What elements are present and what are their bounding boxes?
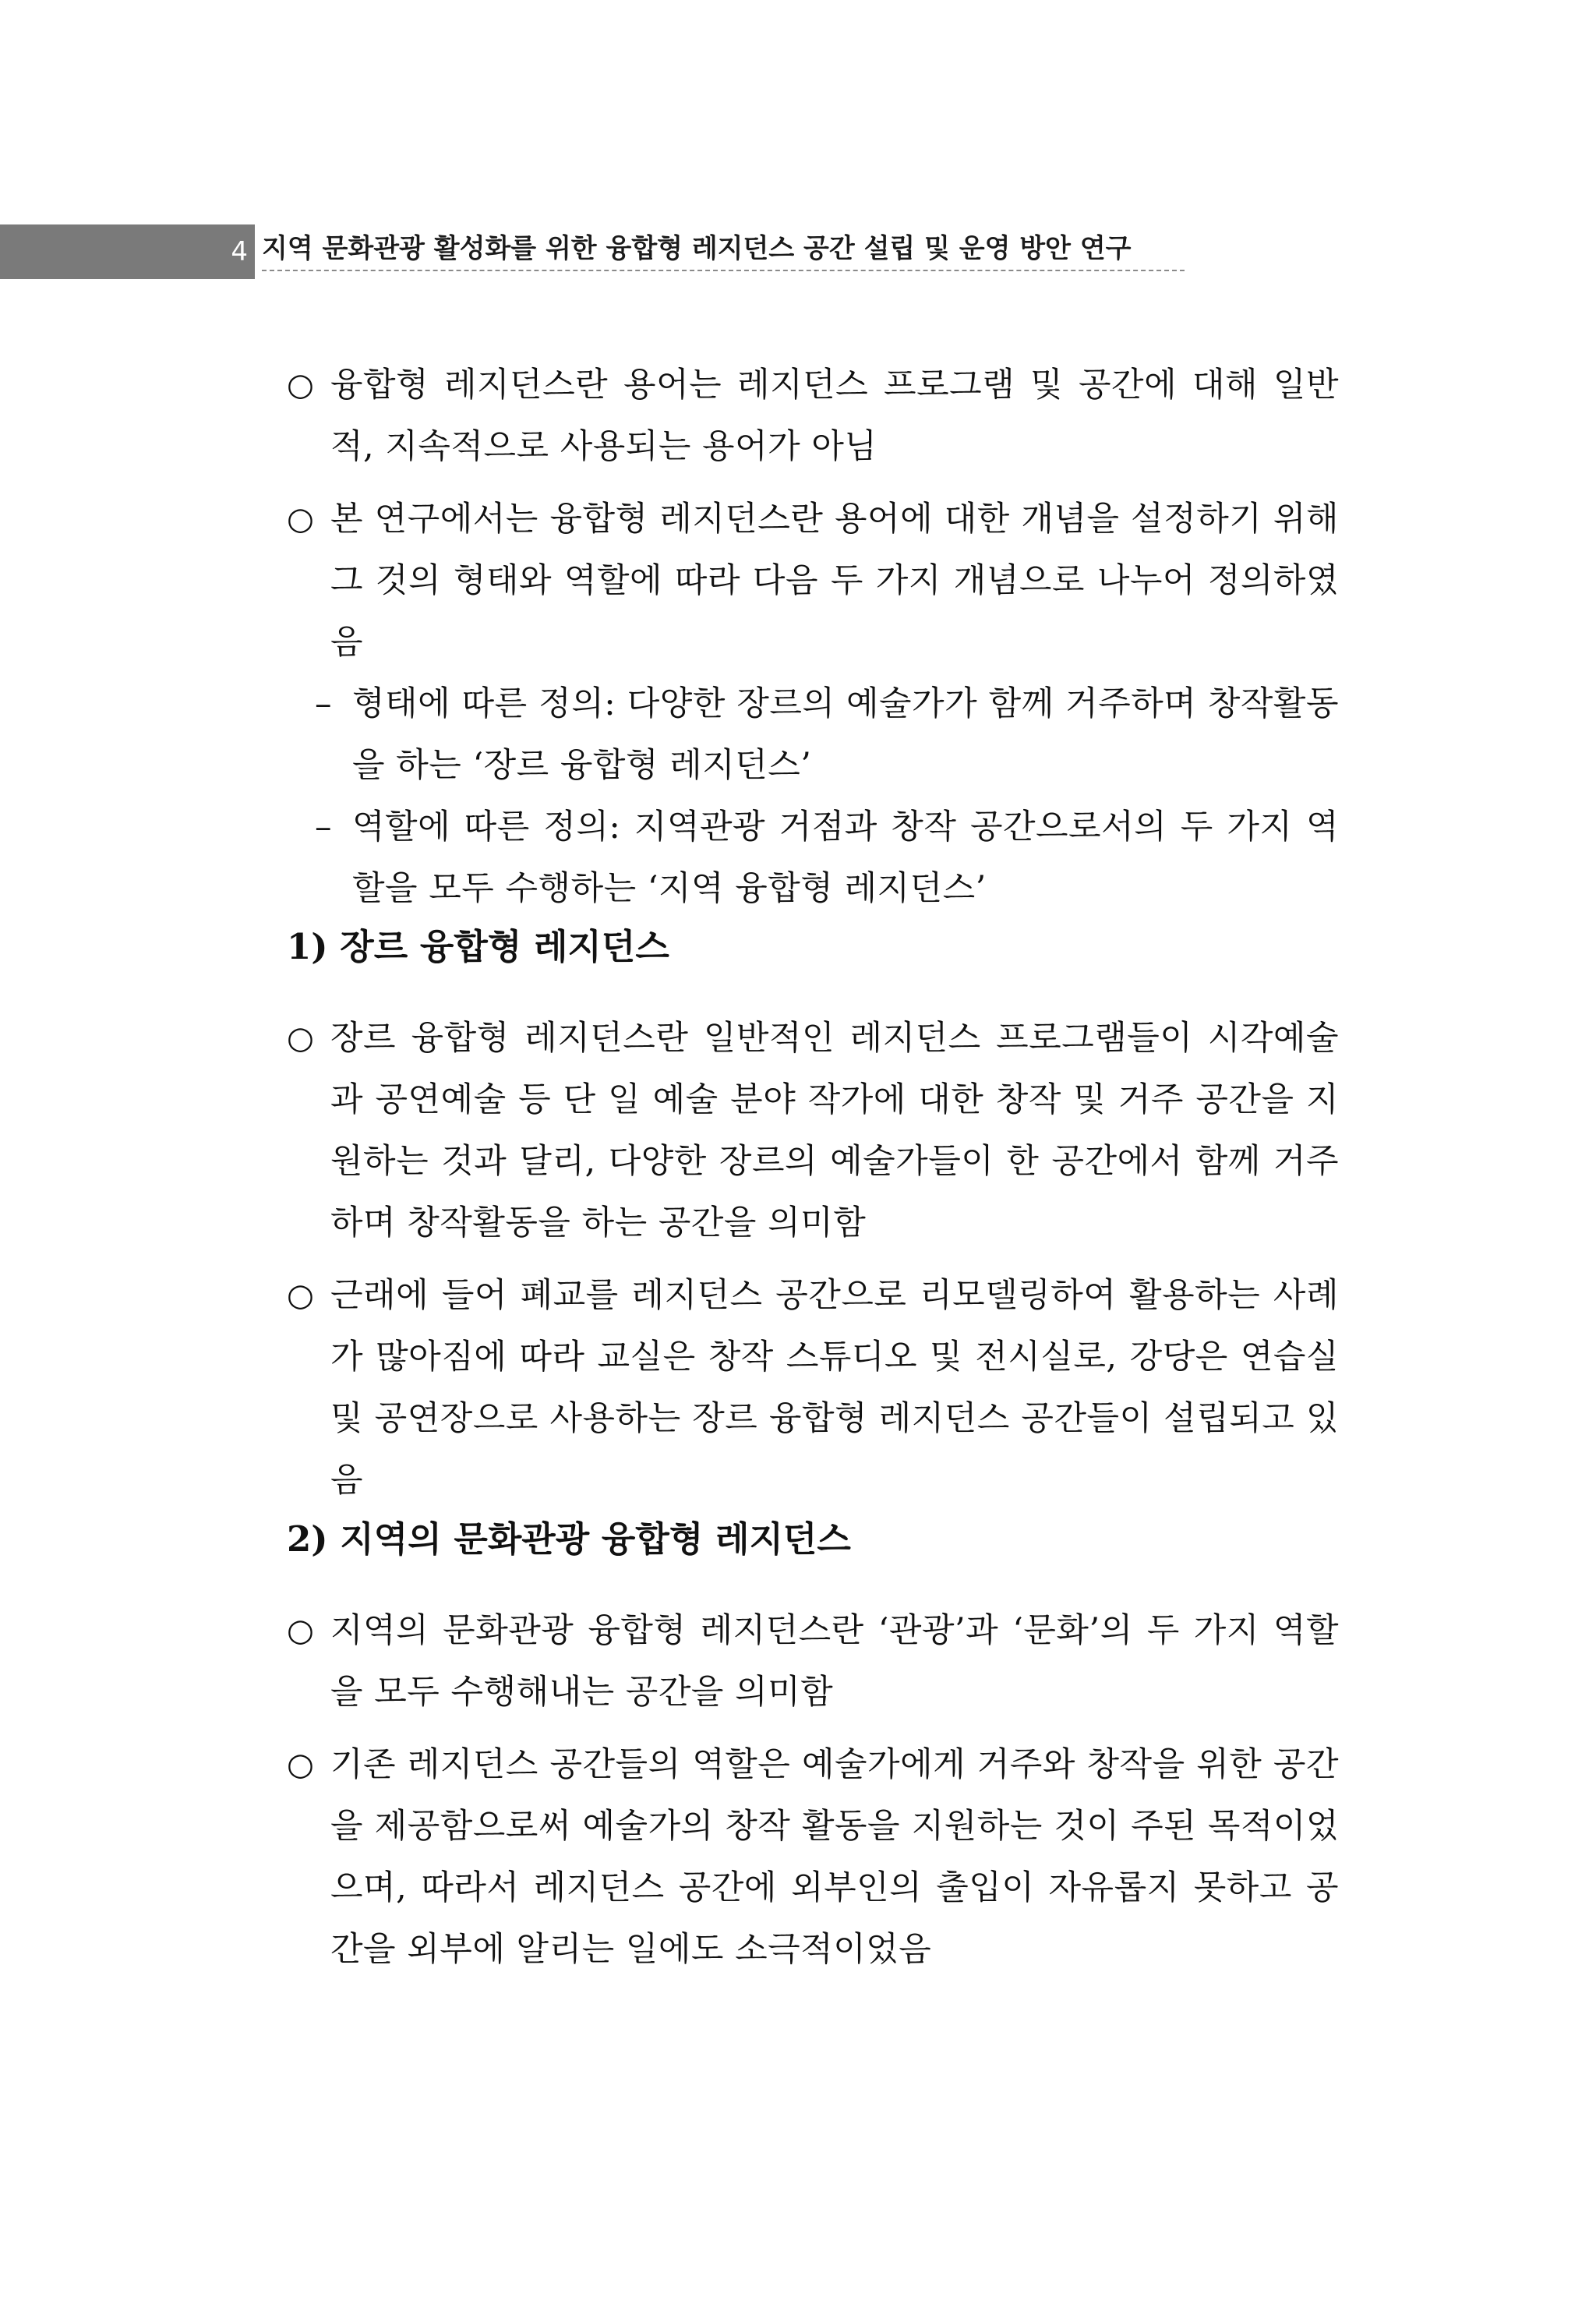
paragraph-text: 융합형 레지던스란 용어는 레지던스 프로그램 및 공간에 대해 일반적, 지속적으로 사용되는 용어가 아님 (330, 366, 1339, 466)
header-divider (262, 270, 1185, 271)
intro-bullet-2 (287, 489, 1339, 673)
circle-bullet-icon: ○ (287, 1613, 315, 1649)
running-title: 지역 문화관광 활성화를 위한 융합형 레지던스 공간 설립 및 운영 방안 연구 (262, 233, 1132, 264)
paragraph-text: 본 연구에서는 융합형 레지던스란 용어에 대한 개념을 설정하기 위해 그 것의 형태와 역할에 따라 다음 두 가지 개념으로 나누어 정의하였음 (330, 500, 1339, 662)
intro-bullet-1 (287, 355, 1339, 478)
paragraph-text: 역할에 따른 정의: 지역관광 거점과 창작 공간으로서의 두 가지 역할을 모두 수행하는 ‘지역 융합형 레지던스’ (352, 808, 1339, 908)
circle-bullet-icon: ○ (287, 1747, 315, 1783)
circle-bullet-icon: ○ (287, 367, 315, 403)
section-heading-2: 2) 지역의 문화관광 융합형 레지던스 (287, 1518, 851, 1560)
paragraph-text: 기존 레지던스 공간들의 역할은 예술가에게 거주와 창작을 위한 공간을 제공함으로써 예술가의 창작 활동을 지원하는 것이 주된 목적이었으며, 따라서 레지던스 공간에 외부인의 출입이 자유롭지 못하고 공간을 외부에 알리는 일에도 소극적이었음 (330, 1745, 1339, 1969)
paragraph-text: 근래에 들어 폐교를 레지던스 공간으로 리모델링하여 활용하는 사례가 많아짐에 따라 교실은 창작 스튜디오 및 전시실로, 강당은 연습실 및 공연장으로 사용하는 장르 융합형 레지던스 공간들이 설립되고 있음 (330, 1276, 1339, 1500)
section-heading-1: 1) 장르 융합형 레지던스 (287, 926, 669, 967)
section-2-bullet-2 (287, 1734, 1339, 1981)
section-2-body (0, 1600, 1596, 1981)
circle-bullet-icon: ○ (287, 1020, 315, 1056)
dash-bullet-icon: – (315, 808, 332, 846)
section-1-bullet-1 (287, 1008, 1339, 1254)
paragraph-text: 형태에 따른 정의: 다양한 장르의 예술가가 함께 거주하며 창작활동을 하는 ‘장르 융합형 레지던스’ (352, 684, 1339, 785)
dash-bullet-icon: – (315, 684, 332, 723)
circle-bullet-icon: ○ (287, 501, 315, 537)
circle-bullet-icon: ○ (287, 1278, 315, 1313)
intro-dash-2 (315, 797, 1339, 920)
page-number: 4 (231, 236, 248, 267)
intro-dash-1 (315, 673, 1339, 797)
section-1-bullet-2 (287, 1265, 1339, 1511)
intro-section (0, 355, 1596, 920)
paragraph-text: 장르 융합형 레지던스란 일반적인 레지던스 프로그램들이 시각예술과 공연예술 등 단 일 예술 분야 작가에 대한 창작 및 거주 공간을 지원하는 것과 달리, 다양한 장르의 예술가들이 한 공간에서 함께 거주하며 창작활동을 하는 공간을 의미함 (330, 1019, 1339, 1242)
section-1-body (0, 1008, 1596, 1511)
paragraph-text: 지역의 문화관광 융합형 레지던스란 ‘관광’과 ‘문화’의 두 가지 역할을 모두 수행해내는 공간을 의미함 (330, 1611, 1339, 1712)
section-2-bullet-1 (287, 1600, 1339, 1723)
